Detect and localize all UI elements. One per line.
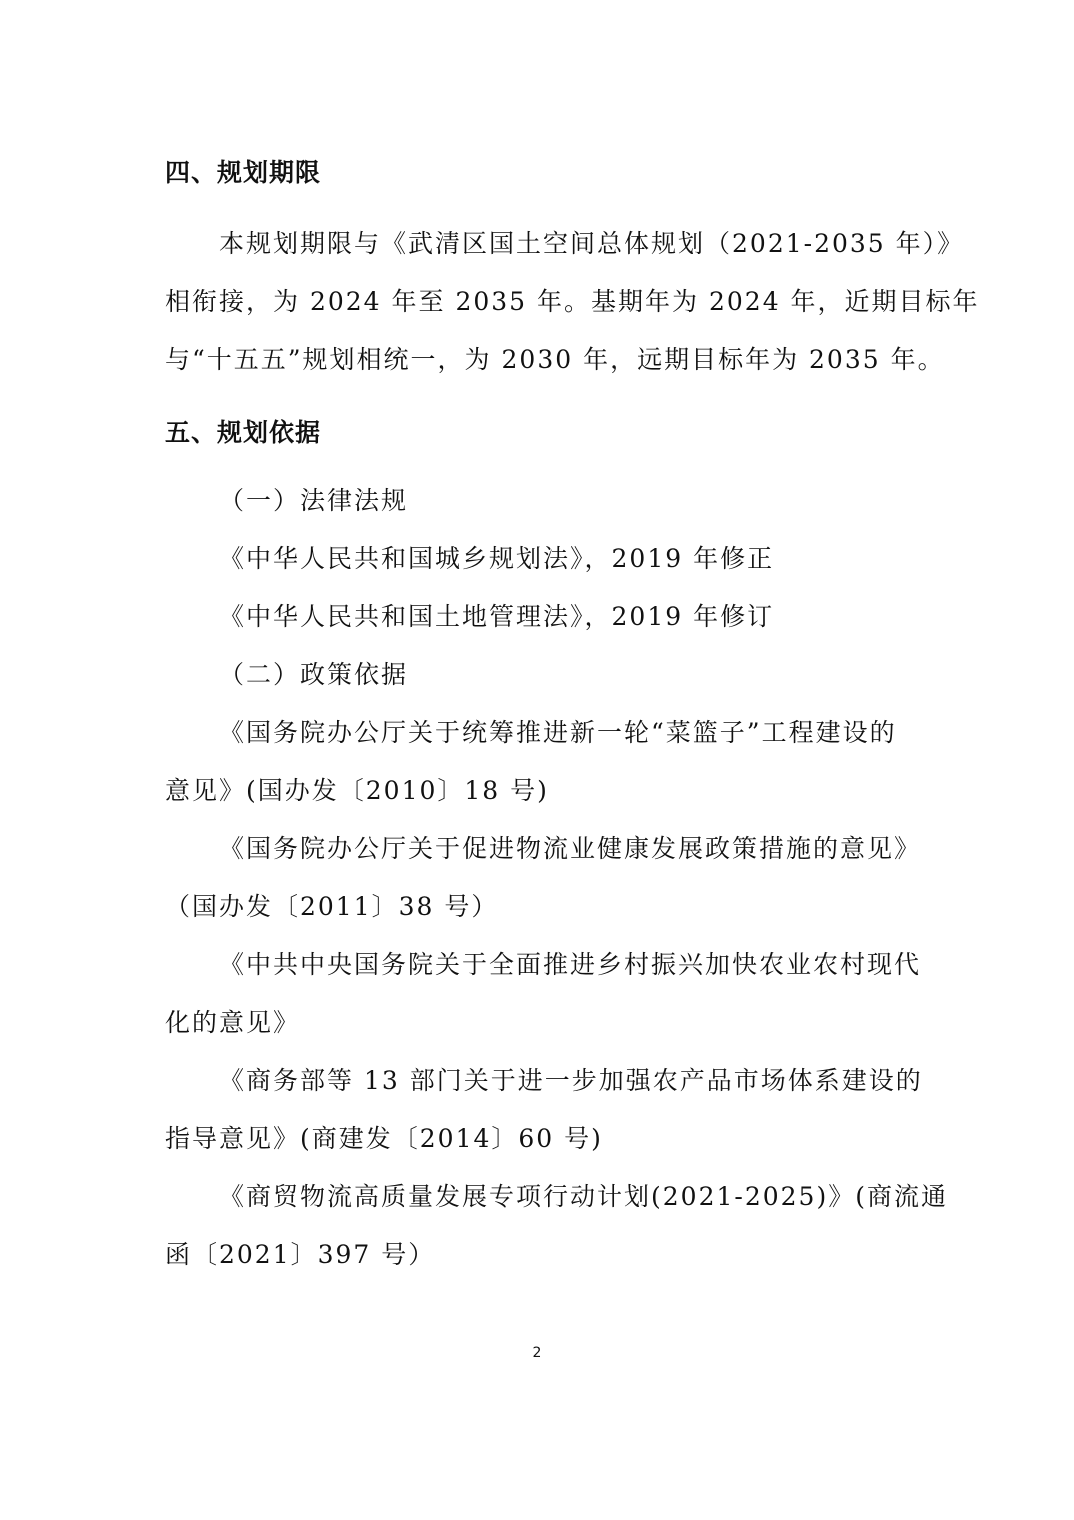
subheading-policies: （二）政策依据 [219,660,409,689]
section-4-paragraph [165,215,980,389]
policy-item-line: 化的意见》 [165,1008,301,1037]
policy-item-line: 《商贸物流高质量发展专项行动计划(2021-2025)》(商流通 [219,1182,948,1211]
policy-item-line: 《国务院办公厅关于统筹推进新一轮“菜篮子”工程建设的 [219,718,897,747]
policy-item-line: 《商务部等 13 部门关于进一步加强农产品市场体系建设的 [219,1066,923,1095]
subheading-laws: （一）法律法规 [219,486,409,515]
policy-item-line: 意见》(国办发〔2010〕18 号) [165,776,549,805]
law-item: 《中华人民共和国城乡规划法》，2019 年修正 [219,544,775,573]
policy-item-line: 《国务院办公厅关于促进物流业健康发展政策措施的意见》 [219,834,922,863]
paragraph-line: 本规划期限与《武清区国土空间总体规划（2021-2035 年）》 [219,229,965,258]
section-5-heading: 五、规划依据 [165,418,322,447]
page-number: 2 [532,1345,542,1361]
section-4-heading: 四、规划期限 [165,158,322,187]
policy-item-line: 指导意见》(商建发〔2014〕60 号) [165,1124,603,1153]
policy-item-line: （国办发〔2011〕38 号） [165,892,499,921]
section-5-body [165,472,948,1284]
policy-item-line: 《中共中央国务院关于全面推进乡村振兴加快农业农村现代 [219,950,922,979]
policy-item-line: 函〔2021〕397 号） [165,1240,436,1269]
paragraph-line: 相衔接，为 2024 年至 2035 年。基期年为 2024 年，近期目标年 [165,287,980,316]
law-item: 《中华人民共和国土地管理法》，2019 年修订 [219,602,775,631]
paragraph-line: 与“十五五”规划相统一，为 2030 年，远期目标年为 2035 年。 [165,345,945,374]
